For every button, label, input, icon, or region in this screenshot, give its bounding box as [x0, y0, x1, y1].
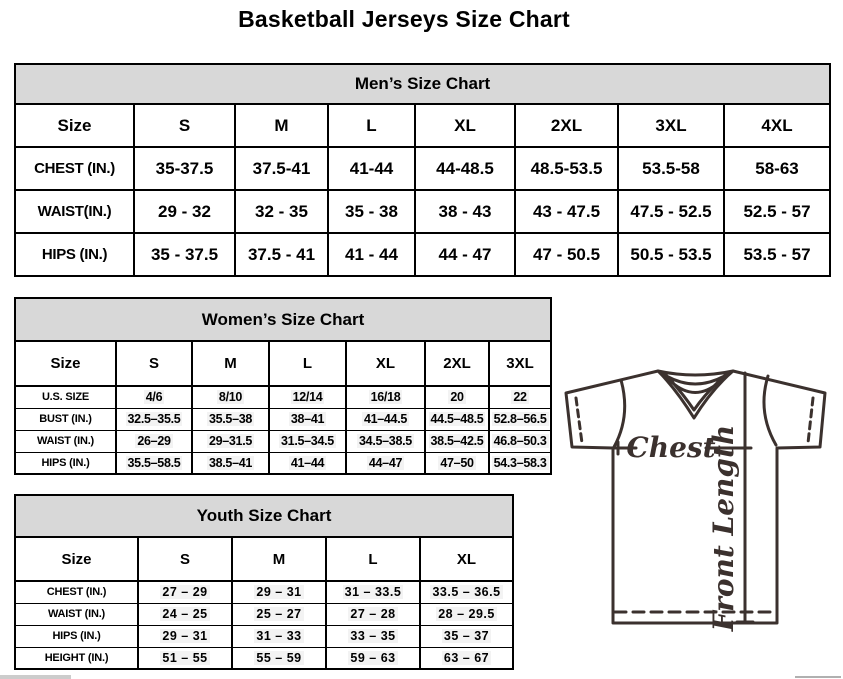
- size-value-cell: 4/6: [116, 386, 192, 408]
- row-label: CHEST (IN.): [15, 147, 134, 190]
- measurement-row: [15, 452, 551, 474]
- size-value-cell: 43 - 47.5: [515, 190, 618, 233]
- size-value-cell: 44-48.5: [415, 147, 515, 190]
- size-value-cell: 54.3–58.3: [489, 452, 551, 474]
- mens-chart-title: Men’s Size Chart: [15, 64, 830, 104]
- measurement-row: [15, 386, 551, 408]
- measurement-row: [15, 603, 513, 625]
- size-value-cell: 51 – 55: [138, 647, 232, 669]
- size-value-cell: 41–44.5: [346, 408, 425, 430]
- size-column-header: 4XL: [724, 104, 830, 147]
- size-value-cell: 63 – 67: [420, 647, 513, 669]
- size-value-cell: 34.5–38.5: [346, 430, 425, 452]
- size-value-cell: 52.5 - 57: [724, 190, 830, 233]
- size-value-cell: 46.8–50.3: [489, 430, 551, 452]
- size-corner-header: Size: [15, 104, 134, 147]
- mens-size-header-row: [15, 104, 830, 147]
- row-label: HIPS (IN.): [15, 452, 116, 474]
- size-value-cell: 35.5–58.5: [116, 452, 192, 474]
- youth-chart-title: Youth Size Chart: [15, 495, 513, 537]
- size-value-cell: 33 – 35: [326, 625, 420, 647]
- size-value-cell: 53.5 - 57: [724, 233, 830, 276]
- womens-size-header-row: [15, 341, 551, 386]
- size-value-cell: 29 – 31: [232, 581, 326, 603]
- left-armhole-seam: [614, 380, 625, 447]
- size-value-cell: 47.5 - 52.5: [618, 190, 724, 233]
- size-value-cell: 41 - 44: [328, 233, 415, 276]
- measurement-row: [15, 233, 830, 276]
- youth-size-header-row: [15, 537, 513, 581]
- size-value-cell: 55 – 59: [232, 647, 326, 669]
- row-label: WAIST (IN.): [15, 430, 116, 452]
- horizontal-scrollbar-fragment-left[interactable]: [0, 675, 71, 679]
- measurement-row: [15, 408, 551, 430]
- row-label: WAIST (IN.): [15, 603, 138, 625]
- size-column-header: S: [134, 104, 235, 147]
- size-value-cell: 27 – 29: [138, 581, 232, 603]
- size-value-cell: 33.5 – 36.5: [420, 581, 513, 603]
- size-column-header: L: [328, 104, 415, 147]
- size-value-cell: 29 - 32: [134, 190, 235, 233]
- size-column-header: XL: [346, 341, 425, 386]
- size-value-cell: 35-37.5: [134, 147, 235, 190]
- size-column-header: XL: [415, 104, 515, 147]
- size-value-cell: 47–50: [425, 452, 489, 474]
- measurement-row: [15, 625, 513, 647]
- left-sleeve-stitch-dashes: [576, 398, 582, 443]
- size-value-cell: 22: [489, 386, 551, 408]
- size-value-cell: 29–31.5: [192, 430, 269, 452]
- size-value-cell: 38.5–42.5: [425, 430, 489, 452]
- womens-size-chart-table: [14, 297, 552, 475]
- mens-size-chart-table: [14, 63, 831, 277]
- size-value-cell: 35.5–38: [192, 408, 269, 430]
- size-value-cell: 44 - 47: [415, 233, 515, 276]
- jersey-measurement-diagram: [555, 360, 843, 632]
- size-value-cell: 41–44: [269, 452, 346, 474]
- size-value-cell: 37.5 - 41: [235, 233, 328, 276]
- size-value-cell: 44.5–48.5: [425, 408, 489, 430]
- size-value-cell: 12/14: [269, 386, 346, 408]
- size-value-cell: 31 – 33: [232, 625, 326, 647]
- row-label: BUST (IN.): [15, 408, 116, 430]
- front-length-label: Front Length: [707, 424, 740, 632]
- womens-chart-title: Women’s Size Chart: [15, 298, 551, 341]
- size-value-cell: 53.5-58: [618, 147, 724, 190]
- size-value-cell: 50.5 - 53.5: [618, 233, 724, 276]
- size-column-header: S: [116, 341, 192, 386]
- size-corner-header: Size: [15, 341, 116, 386]
- right-armhole-seam: [764, 376, 776, 445]
- womens-chart-header-row: [15, 298, 551, 341]
- size-value-cell: 25 – 27: [232, 603, 326, 625]
- size-column-header: M: [235, 104, 328, 147]
- mens-chart-header-row: [15, 64, 830, 104]
- size-value-cell: 32.5–35.5: [116, 408, 192, 430]
- size-value-cell: 35 – 37: [420, 625, 513, 647]
- size-value-cell: 38 - 43: [415, 190, 515, 233]
- size-column-header: S: [138, 537, 232, 581]
- size-value-cell: 29 – 31: [138, 625, 232, 647]
- size-value-cell: 8/10: [192, 386, 269, 408]
- measurement-row: [15, 430, 551, 452]
- size-value-cell: 52.8–56.5: [489, 408, 551, 430]
- right-sleeve-stitch-dashes: [808, 398, 813, 443]
- row-label: CHEST (IN.): [15, 581, 138, 603]
- size-value-cell: 38.5–41: [192, 452, 269, 474]
- horizontal-scrollbar-fragment-right[interactable]: [795, 676, 841, 678]
- measurement-row: [15, 147, 830, 190]
- page-title: Basketball Jerseys Size Chart: [238, 6, 570, 32]
- size-value-cell: 31.5–34.5: [269, 430, 346, 452]
- chest-label: Chest: [626, 431, 716, 464]
- row-label: HIPS (IN.): [15, 233, 134, 276]
- youth-size-chart-table: [14, 494, 514, 670]
- size-value-cell: 44–47: [346, 452, 425, 474]
- size-value-cell: 35 - 38: [328, 190, 415, 233]
- size-value-cell: 47 - 50.5: [515, 233, 618, 276]
- size-value-cell: 35 - 37.5: [134, 233, 235, 276]
- size-value-cell: 48.5-53.5: [515, 147, 618, 190]
- size-value-cell: 37.5-41: [235, 147, 328, 190]
- size-value-cell: 41-44: [328, 147, 415, 190]
- size-column-header: 3XL: [618, 104, 724, 147]
- size-value-cell: 28 – 29.5: [420, 603, 513, 625]
- size-column-header: 2XL: [515, 104, 618, 147]
- size-value-cell: 24 – 25: [138, 603, 232, 625]
- size-value-cell: 31 – 33.5: [326, 581, 420, 603]
- size-column-header: M: [192, 341, 269, 386]
- collar-lines-icon: [658, 371, 733, 410]
- size-value-cell: 38–41: [269, 408, 346, 430]
- size-value-cell: 58-63: [724, 147, 830, 190]
- size-value-cell: 59 – 63: [326, 647, 420, 669]
- size-column-header: L: [269, 341, 346, 386]
- measurement-row: [15, 647, 513, 669]
- size-value-cell: 16/18: [346, 386, 425, 408]
- youth-chart-header-row: [15, 495, 513, 537]
- size-column-header: L: [326, 537, 420, 581]
- row-label: U.S. SIZE: [15, 386, 116, 408]
- size-column-header: XL: [420, 537, 513, 581]
- size-column-header: 3XL: [489, 341, 551, 386]
- size-corner-header: Size: [15, 537, 138, 581]
- measurement-row: [15, 581, 513, 603]
- size-column-header: M: [232, 537, 326, 581]
- size-value-cell: 32 - 35: [235, 190, 328, 233]
- row-label: HIPS (IN.): [15, 625, 138, 647]
- measurement-row: [15, 190, 830, 233]
- size-column-header: 2XL: [425, 341, 489, 386]
- row-label: HEIGHT (IN.): [15, 647, 138, 669]
- row-label: WAIST(IN.): [15, 190, 134, 233]
- size-value-cell: 20: [425, 386, 489, 408]
- size-value-cell: 26–29: [116, 430, 192, 452]
- size-value-cell: 27 – 28: [326, 603, 420, 625]
